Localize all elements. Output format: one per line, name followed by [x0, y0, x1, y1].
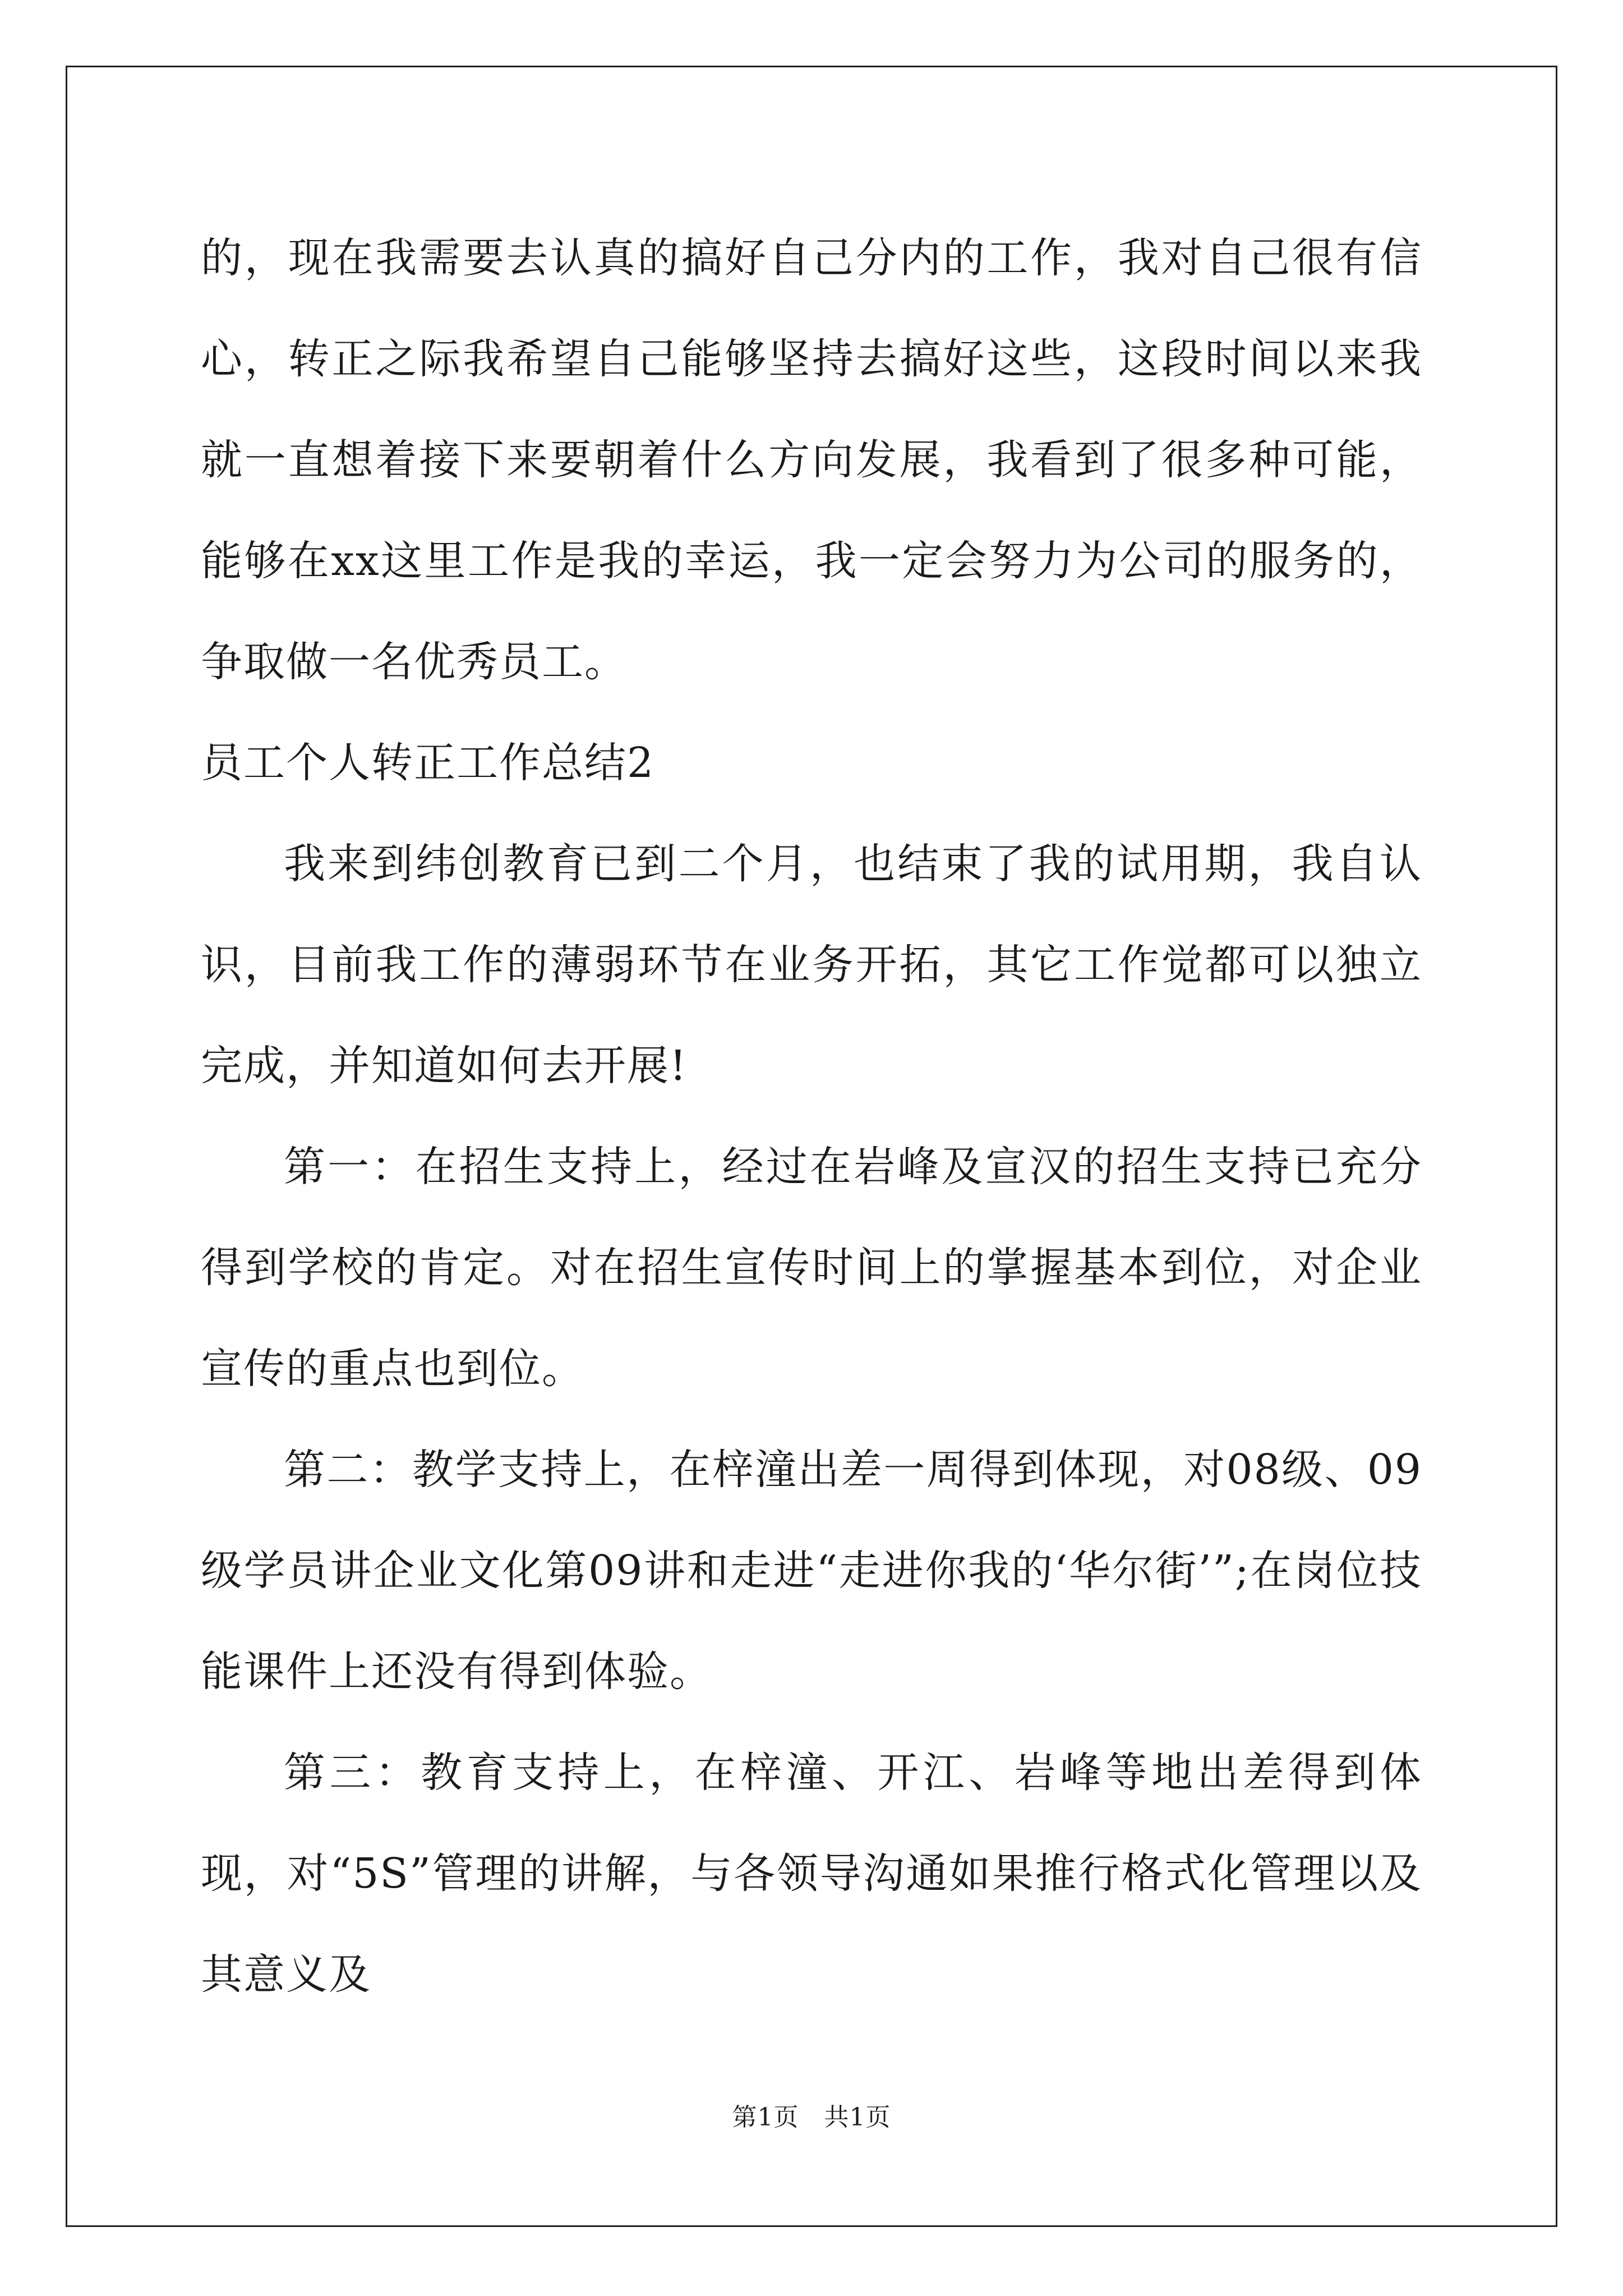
paragraph-continuation: 的，现在我需要去认真的搞好自己分内的工作，我对自己很有信心，转正之际我希望自己能够坚持去搞好这些，这段时间以来我就一直想着接下来要朝着什么方向发展，我看到了很多种可能，能够在xx这里工作是我的幸运，我一定会努力为公司的服务的，争取做一名优秀员工。	[201, 234, 1422, 686]
paragraph-intro: 我来到纬创教育已到二个月，也结束了我的试用期，我自认识，目前我工作的薄弱环节在业务开拓，其它工作觉都可以独立完成，并知道如何去开展!	[201, 840, 1422, 1090]
section-title: 员工个人转正工作总结2	[201, 739, 655, 787]
paragraph-point-1: 第一：在招生支持上，经过在岩峰及宣汉的招生支持已充分得到学校的肯定。对在招生宣传时间上的掌握基本到位，对企业宣传的重点也到位。	[201, 1143, 1422, 1393]
page-number-footer: 第1页 共1页	[732, 2103, 891, 2132]
paragraph-point-2: 第二：教学支持上，在梓潼出差一周得到体现，对08级、09级学员讲企业文化第09讲和走进“走进你我的‘华尔街’”;在岗位技能课件上还没有得到体验。	[201, 1446, 1422, 1696]
paragraph-point-3: 第三：教育支持上，在梓潼、开江、岩峰等地出差得到体现，对“5S”管理的讲解，与各领导沟通如果推行格式化管理以及其意义及	[201, 1749, 1422, 1999]
document-body	[201, 208, 1422, 2025]
